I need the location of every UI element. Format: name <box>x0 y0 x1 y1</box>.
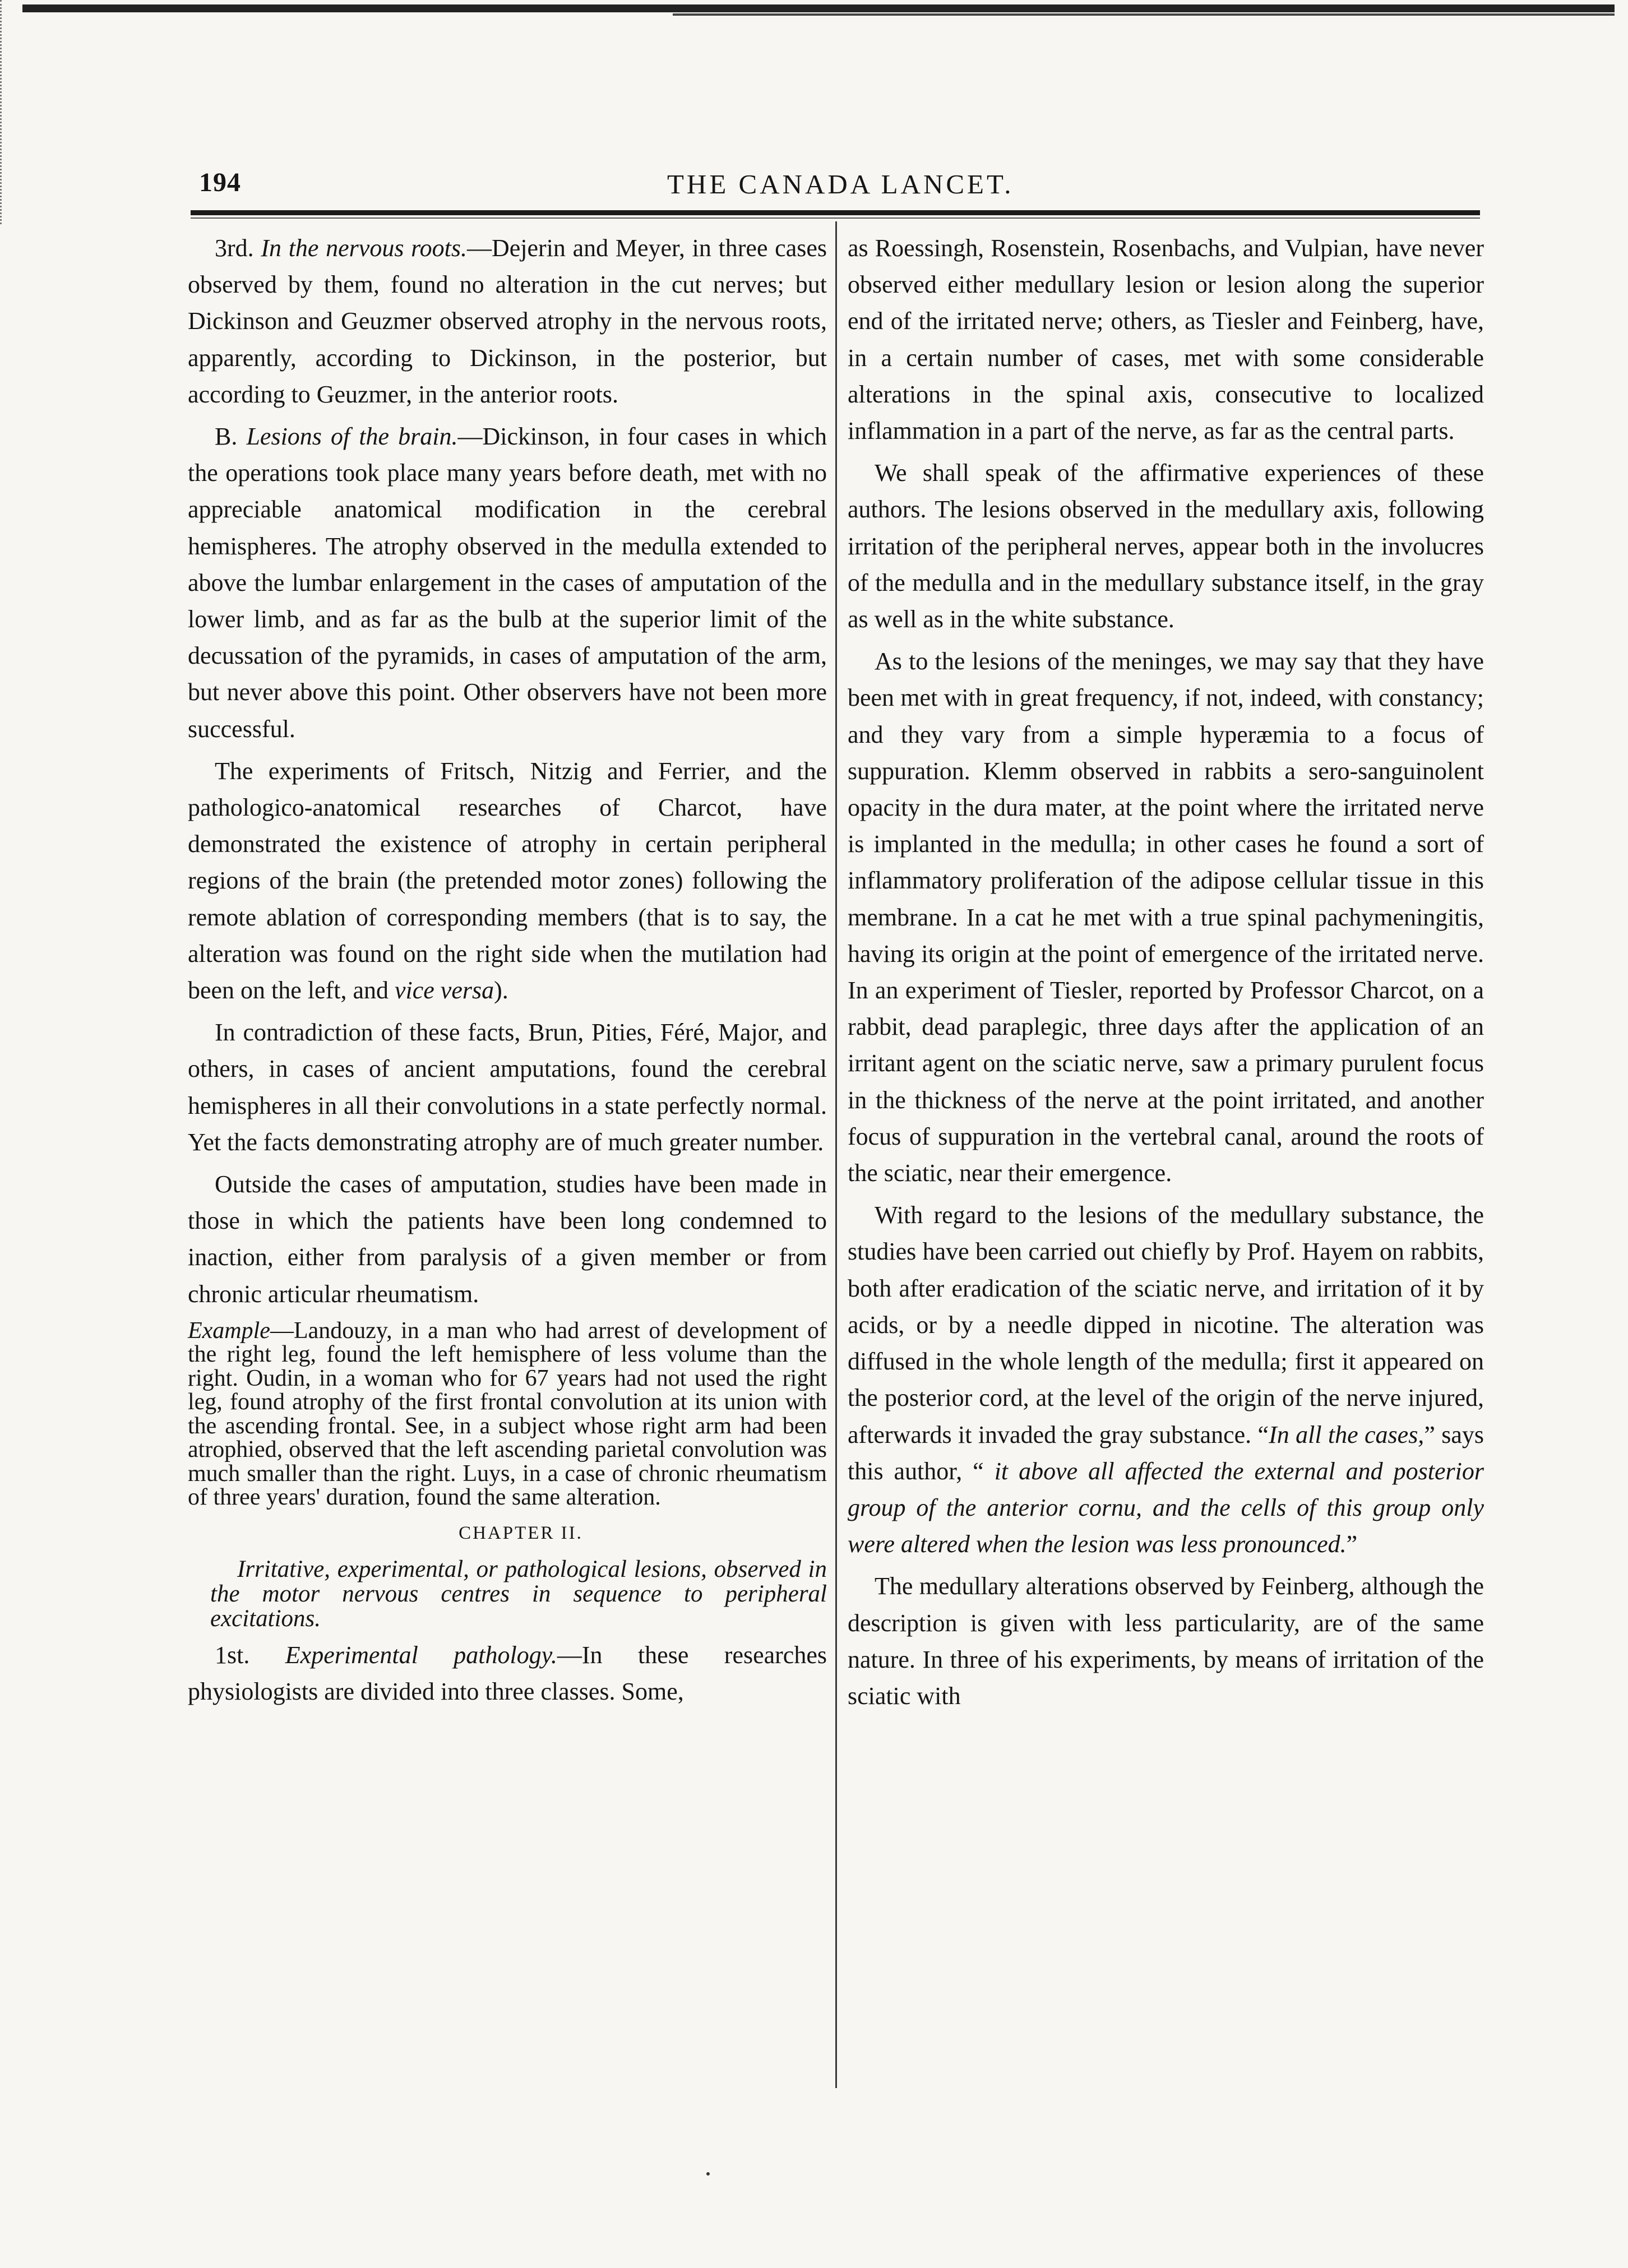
scan-edge-marks <box>0 0 11 224</box>
paragraph-feinberg <box>848 1568 1484 1714</box>
paragraph-text: —Dickinson, in four cases in which the operations took place many years before death, met with no appreciable anatomical modification in the cerebral hemispheres. The atrophy observed in the medulla extended to above the lumbar enlargement in the cases of amputation of the lower limb, and as far as the bulb at the superior limit of the decussation of the pyramids, in cases of amputation of the arm, but never above this point. Other observers have not been more successful. <box>188 423 827 743</box>
section-heading: Experimental pathology. <box>285 1641 557 1669</box>
section-number: B. <box>215 423 247 451</box>
section-heading: Lesions of the brain. <box>246 423 458 451</box>
paragraph-experiments <box>188 753 827 1008</box>
paragraph-text: As to the lesions of the meninges, we may say that they have been met with in great frequency, if not, indeed, with constancy; and they vary from a simple hyperæmia to a focus of suppuration. Klemm observed in rabbits a sero-sanguinolent opacity in the dura mater, at the point where the irritated nerve is implanted in the medulla; in other cases he found a sort of inflammatory proliferation of the adipose cellular tissue in this membrane. In a cat he met with a true spinal pachymeningitis, having its origin at the point of emergence of the irritated nerve. In an experiment of Tiesler, reported by Professor Charcot, on a rabbit, dead paraplegic, three days after the application of an irritant agent on the sciatic nerve, saw a primary purulent focus in the thickness of the nerve at the point irritated, and another focus of suppuration in the vertebral canal, around the roots of the sciatic, near their emergence. <box>848 647 1484 1187</box>
paragraph-outside-amputation <box>188 1166 827 1312</box>
top-border-rule <box>22 4 1615 12</box>
paragraph-affirmative <box>848 455 1484 637</box>
section-heading: In the nervous roots. <box>261 234 467 262</box>
paragraph-meninges <box>848 643 1484 1191</box>
scan-speck <box>706 2172 710 2176</box>
italic-quote: it above all affected the external and posterior group of the anterior cornu, and the cells of this group only were altered when the lesion was less pronounced. <box>848 1457 1484 1558</box>
header-rule-thin <box>191 217 1480 219</box>
italic-phrase: Example <box>188 1317 270 1344</box>
left-column <box>188 230 827 1710</box>
page-number: 194 <box>199 168 241 197</box>
paragraph-contradiction <box>188 1014 827 1160</box>
running-title: THE CANADA LANCET. <box>667 169 1014 200</box>
header-rule <box>191 210 1480 215</box>
paragraph-example <box>188 1319 827 1510</box>
paragraph-text: In contradiction of these facts, Brun, Pities, Féré, Major, and others, in cases of ancient amputations, found the cerebral hemispheres in all their convolutions in a state perfectly normal. Yet the facts demonstrating atrophy are of much greater number. <box>188 1019 827 1156</box>
paragraph-text: With regard to the lesions of the medullary substance, the studies have been carried out chiefly by Prof. Hayem on rabbits, both after eradication of the sciatic nerve, and irritation of it by acids, or by a needle dipped in nicotine. The alteration was diffused in the whole length of the medulla; first it appeared on the posterior cord, at the level of the origin of the nerve injured, afterwards it invaded the gray substance. <box>848 1201 1484 1448</box>
paragraph-text: —Dejerin and Meyer, in three cases observed by them, found no alteration in the cut nerves; but Dickinson and Geuzmer observed atrophy in the nervous roots, apparently, according to Dickinson, in the posterior, but according to Geuzmer, in the anterior roots. <box>188 234 827 408</box>
italic-phrase: vice versa <box>394 976 494 1005</box>
page-header <box>199 167 1488 201</box>
right-column <box>848 230 1484 1714</box>
paragraph-medullary-substance <box>848 1197 1484 1562</box>
paragraph-nervous-roots <box>188 230 827 413</box>
paragraph-text: We shall speak of the affirmative experiences of these authors. The lesions observed in the medullary axis, following irritation of the peripheral nerves, appear both in the involucres of the medulla and in the medullary substance itself, in the gray as well as in the white substance. <box>848 459 1484 633</box>
quote-mark: ” <box>1346 1530 1358 1558</box>
paragraph-text: —Landouzy, in a man who had arrest of development of the right leg, found the left hemisphere of less volume than the right. Oudin, in a woman who for 67 years had not used the right leg, found atrophy of the first frontal convolution at its union with the ascending frontal. See, in a subject whose right arm had been atrophied, observed that the left ascending parietal convolution was much smaller than the right. Luys, in a case of chronic rheumatism of three years' duration, found the same alteration. <box>188 1317 827 1511</box>
paragraph-text: The medullary alterations observed by Feinberg, although the description is given with less particularity, are of the same nature. In three of his experiments, by means of irritation of the sciatic with <box>848 1572 1484 1710</box>
paragraph-observers <box>848 230 1484 449</box>
paragraph-text: ). <box>494 976 508 1005</box>
chapter-heading: CHAPTER II. <box>459 1522 583 1543</box>
section-number: 3rd. <box>215 234 261 262</box>
paragraph-text: The experiments of Fritsch, Nitzig and Ferrier, and the pathologico-anatomical researches of Charcot, have demonstrated the existence of atrophy in certain peripheral regions of the brain (the pretended motor zones) following the remote ablation of corresponding members (that is to say, the alteration was found on the right side when the mutilation had been on the left, and <box>188 757 827 1005</box>
top-border-rule-secondary <box>673 13 1615 16</box>
quote-mark: “ <box>1257 1420 1269 1448</box>
chapter-title: Irritative, experimental, or pathological lesions, observed in the motor nervous centres in sequence to peripheral excitations. <box>210 1556 827 1632</box>
column-divider <box>835 221 837 2088</box>
section-number: 1st. <box>215 1641 285 1669</box>
paragraph-experimental-pathology <box>188 1637 827 1710</box>
paragraph-text: as Roessingh, Rosenstein, Rosenbachs, and Vulpian, have never observed either medullary lesion or lesion along the superior end of the irritated nerve; others, as Tiesler and Feinberg, have, in a certain number of cases, met with some considerable alterations in the spinal axis, consecutive to localized inflammation in a part of the nerve, as far as the central parts. <box>848 234 1484 445</box>
paragraph-lesions-brain <box>188 418 827 747</box>
paragraph-text: ” says this author, “ <box>848 1420 1484 1485</box>
italic-quote: In all the cases, <box>1269 1420 1424 1448</box>
paragraph-text: Outside the cases of amputation, studies have been made in those in which the patients have been long condemned to inaction, either from paralysis of a given member or from chronic articular rheumatism. <box>188 1170 827 1308</box>
paragraph-text: —In these researches physiologists are divided into three classes. Some, <box>188 1641 827 1706</box>
